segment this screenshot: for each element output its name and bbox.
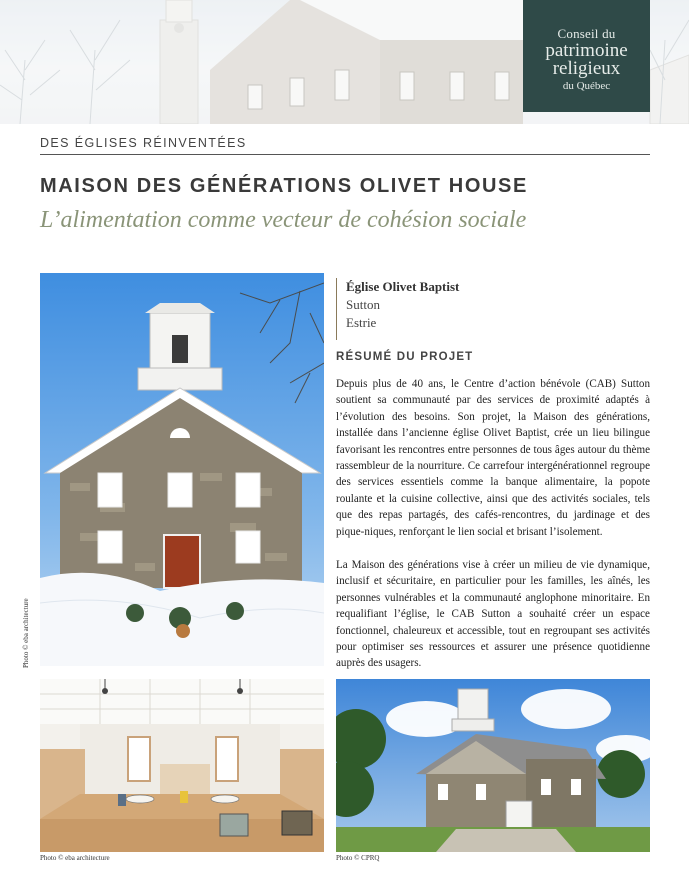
church-name: Église Olivet Baptist [346,279,460,294]
summary-heading: RÉSUMÉ DU PROJET [336,351,474,363]
logo-line-2: patrimoine [545,40,628,61]
interior-photo [40,679,324,852]
summer-church-photo [336,679,650,852]
logo-line-3: religieux [552,58,621,79]
main-church-photo [40,273,324,666]
summary-paragraph-2: La Maison des générations vise à créer un milieu de vie dynamique, inclusif et sécuritaire, en particulier pour les familles, les aînés, les personnes vulnérables et la communauté anglophone minoritaire. En requalifiant l’église, le CAB Sutton a souhaité créer un espace fonctionnel, chaleureux et accessible, tout en regroupant ses activités pour optimiser ses ressources et assurer une présence quotidienne auprès des usagers. [336,559,650,670]
church-region: Estrie [346,315,377,330]
logo-line-4: du Québec [562,80,611,92]
cprq-logo [523,0,650,112]
summary-paragraph-1: Depuis plus de 40 ans, le Centre d’action bénévole (CAB) Sutton soutient sa communauté par des services de proximité adaptés à l’évolution des besoins. Son projet, la Maison des générations, installée dans l’ancienne église Olivet Baptist, crée un lieu bilingue favorisant les rencontres entre personnes de tous âges autour du thème rassembleur de la nourriture. Ce carrefour intergénérationnel regroupe des services essentiels comme la banque alimentaire, la popote roulante et la cuisine collective, ainsi que des activités sociales, tels que des repas partagés, des cafés-rencontres, du jardinage et des pique-niques, renforçant le lien social et brisant l’isolement. [336,378,650,538]
page-title: MAISON DES GÉNÉRATIONS OLIVET HOUSE [40,175,528,197]
section-tag: DES ÉGLISES RÉINVENTÉES [40,136,247,150]
summer-photo-credit: Photo © CPRQ [336,854,380,862]
church-info [336,278,459,340]
header-banner [0,0,689,124]
church-city: Sutton [346,297,380,312]
logo-line-1: Conseil du [557,26,616,41]
header-divider [40,154,650,155]
interior-photo-credit: Photo © eba architecture [40,854,110,862]
page-subtitle: L’alimentation comme vecteur de cohésion sociale [40,207,527,233]
main-photo-credit: Photo © eba architecture [22,598,30,668]
